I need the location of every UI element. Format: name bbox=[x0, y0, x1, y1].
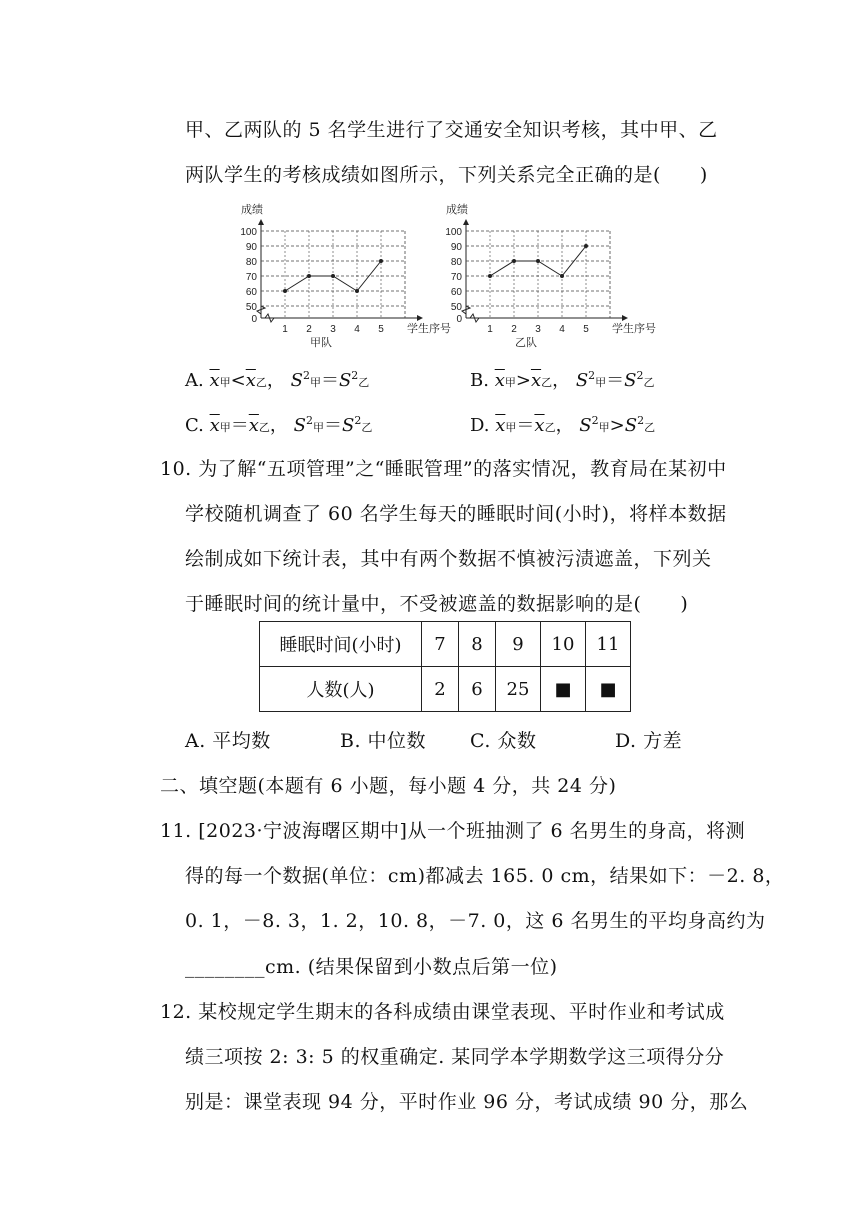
data-point bbox=[307, 274, 311, 278]
sub-jia: 甲 bbox=[309, 376, 321, 389]
x-axis-label: 学生序号 bbox=[612, 323, 656, 335]
sup-2: 2 bbox=[351, 369, 359, 382]
sub-jia: 甲 bbox=[598, 421, 610, 434]
separator: ， bbox=[269, 415, 288, 436]
q9-line-2: 两队学生的考核成绩如图所示，下列关系完全正确的是( ) bbox=[185, 164, 708, 186]
variance-s: S bbox=[624, 415, 638, 436]
sup-2: 2 bbox=[302, 369, 310, 382]
relation-1: ＝ bbox=[230, 415, 249, 436]
table-header-cell: 睡眠时间(小时) bbox=[260, 622, 422, 667]
separator: ， bbox=[555, 415, 574, 436]
relation-1: ＝ bbox=[516, 415, 535, 436]
data-point bbox=[536, 259, 540, 263]
x-bar: $\overline{x}$ bbox=[248, 415, 259, 436]
relation-1: < bbox=[230, 370, 246, 391]
y-axis-label: 成绩 bbox=[241, 204, 263, 216]
sub-yi: 乙 bbox=[643, 376, 655, 389]
sub-jia: 甲 bbox=[505, 421, 517, 434]
sub-yi: 乙 bbox=[361, 421, 373, 434]
table-cell: 2 bbox=[422, 667, 459, 712]
table-cell: 9 bbox=[496, 622, 541, 667]
table-cell-covered: ■ bbox=[586, 667, 631, 712]
data-point bbox=[488, 274, 492, 278]
variance-s: S bbox=[624, 370, 637, 391]
y-tick-label: 80 bbox=[450, 257, 462, 268]
option-letter: B. bbox=[470, 370, 489, 391]
sub-jia: 甲 bbox=[595, 376, 607, 389]
x-bar: $\overline{x}$ bbox=[494, 370, 505, 391]
q12-line-3: 别是：课堂表现 94 分，平时作业 96 分，考试成绩 90 分，那么 bbox=[185, 1091, 749, 1113]
y-tick-label: 0 bbox=[251, 314, 257, 325]
q11-line-1: 11. [2023·宁波海曙区期中]从一个班抽测了 6 名男生的身高，将测 bbox=[160, 820, 746, 842]
y-tick-label: 70 bbox=[245, 272, 257, 283]
y-axis-arrow bbox=[463, 219, 469, 225]
option-letter: C. bbox=[185, 415, 204, 436]
data-point bbox=[331, 274, 335, 278]
x-bar: $\overline{x}$ bbox=[245, 370, 256, 391]
chart-jia bbox=[225, 198, 451, 349]
separator: ， bbox=[266, 370, 285, 391]
q11-line-2: 得的每一个数据(单位：cm)都减去 165. 0 cm，结果如下：－2. 8， bbox=[185, 865, 785, 887]
q12-line-1: 12. 某校规定学生期末的各科成绩由课堂表现、平时作业和考试成 bbox=[160, 1001, 725, 1023]
x-tick-label: 5 bbox=[378, 324, 384, 335]
variance-s: S bbox=[290, 370, 303, 391]
x-bar: $\overline{x}$ bbox=[209, 415, 220, 436]
q9-line-1: 甲、乙两队的 5 名学生进行了交通安全知识考核，其中甲、乙 bbox=[185, 119, 718, 141]
y-tick-label: 50 bbox=[245, 302, 257, 313]
y-tick-label: 80 bbox=[245, 257, 257, 268]
x-tick-label: 1 bbox=[487, 324, 493, 335]
y-tick-label: 60 bbox=[245, 287, 257, 298]
relation-2: ＝ bbox=[320, 370, 339, 391]
data-point bbox=[283, 289, 287, 293]
q10-option-d[interactable]: D. 方差 bbox=[615, 730, 683, 752]
sub-yi: 乙 bbox=[258, 421, 270, 434]
variance-s: S bbox=[293, 415, 306, 436]
relation-2: ＝ bbox=[323, 415, 342, 436]
x-bar: $\overline{x}$ bbox=[530, 370, 542, 391]
sub-yi: 乙 bbox=[544, 421, 556, 434]
variance-s: S bbox=[579, 415, 592, 436]
x-tick-label: 5 bbox=[583, 324, 589, 335]
sup-2: 2 bbox=[305, 414, 313, 427]
x-tick-label: 1 bbox=[282, 324, 288, 335]
sub-yi: 乙 bbox=[644, 421, 656, 434]
x-tick-label: 4 bbox=[559, 324, 565, 335]
table-cell: 10 bbox=[541, 622, 586, 667]
sup-2: 2 bbox=[591, 414, 599, 427]
sub-jia: 甲 bbox=[219, 421, 231, 434]
variance-s: S bbox=[338, 370, 352, 391]
y-tick-label: 50 bbox=[450, 302, 462, 313]
data-point bbox=[512, 259, 516, 263]
x-bar: $\overline{x}$ bbox=[495, 415, 506, 436]
x-tick-label: 4 bbox=[354, 324, 360, 335]
data-point bbox=[379, 259, 383, 263]
data-point bbox=[560, 274, 564, 278]
y-tick-label: 100 bbox=[445, 227, 462, 238]
sub-jia: 甲 bbox=[312, 421, 324, 434]
q9-option-c[interactable] bbox=[185, 411, 372, 437]
sup-2: 2 bbox=[636, 369, 644, 382]
x-tick-label: 3 bbox=[330, 324, 336, 335]
sub-yi: 乙 bbox=[541, 376, 553, 389]
x-axis-label: 学生序号 bbox=[407, 323, 451, 335]
sup-2: 2 bbox=[588, 369, 596, 382]
q9-option-a[interactable] bbox=[185, 366, 369, 392]
sup-2: 2 bbox=[354, 414, 362, 427]
relation-2: > bbox=[609, 415, 625, 436]
y-tick-label: 70 bbox=[450, 272, 462, 283]
chart-team-label: 乙队 bbox=[515, 337, 537, 349]
x-axis-arrow bbox=[622, 315, 628, 321]
q10-line-4: 于睡眠时间的统计量中，不受被遮盖的数据影响的是( ) bbox=[185, 593, 689, 615]
q10-line-3: 绘制成如下统计表，其中有两个数据不慎被污渍遮盖，下列关 bbox=[185, 548, 712, 570]
table-cell: 11 bbox=[586, 622, 631, 667]
q10-option-c[interactable]: C. 众数 bbox=[470, 730, 537, 752]
y-tick-label: 60 bbox=[450, 287, 462, 298]
q10-option-b[interactable]: B. 中位数 bbox=[340, 730, 427, 752]
relation-2: ＝ bbox=[606, 370, 625, 391]
sup-2: 2 bbox=[637, 414, 645, 427]
q10-line-2: 学校随机调查了 60 名学生每天的睡眠时间(小时)，将样本数据 bbox=[185, 503, 727, 525]
q11-line-3: 0. 1，－8. 3，1. 2，10. 8，－7. 0，这 6 名男生的平均身高约为 bbox=[185, 910, 766, 932]
table-header-cell: 人数(人) bbox=[260, 667, 422, 712]
x-axis-arrow bbox=[417, 315, 423, 321]
table-cell-covered: ■ bbox=[541, 667, 586, 712]
y-tick-label: 100 bbox=[240, 227, 257, 238]
table-cell: 7 bbox=[422, 622, 459, 667]
option-letter: D. bbox=[470, 415, 490, 436]
q12-line-2: 绩三项按 2: 3: 5 的权重确定. 某同学本学期数学这三项得分分 bbox=[185, 1046, 725, 1068]
variance-s: S bbox=[575, 370, 589, 391]
table-cell: 25 bbox=[496, 667, 541, 712]
x-tick-label: 2 bbox=[511, 324, 517, 335]
option-letter: A. bbox=[185, 370, 204, 391]
data-point bbox=[584, 244, 588, 248]
q9-option-b[interactable] bbox=[470, 366, 655, 392]
sub-yi: 乙 bbox=[255, 376, 267, 389]
y-tick-label: 90 bbox=[245, 242, 257, 253]
sub-jia: 甲 bbox=[219, 376, 231, 389]
x-bar: $\overline{x}$ bbox=[209, 370, 220, 391]
table-cell: 6 bbox=[459, 667, 496, 712]
x-bar: $\overline{x}$ bbox=[534, 415, 545, 436]
q10-line-1: 10. 为了解“五项管理”之“睡眠管理”的落实情况，教育局在某初中 bbox=[160, 458, 727, 480]
q11-line-4[interactable]: ________cm. (结果保留到小数点后第一位) bbox=[185, 956, 558, 978]
x-tick-label: 2 bbox=[306, 324, 312, 335]
chart-yi bbox=[430, 198, 656, 349]
variance-s: S bbox=[341, 415, 355, 436]
q9-option-d[interactable] bbox=[470, 411, 655, 437]
chart-team-label: 甲队 bbox=[310, 337, 332, 349]
x-tick-label: 3 bbox=[535, 324, 541, 335]
section-heading: 二、填空题(本题有 6 小题，每小题 4 分，共 24 分) bbox=[160, 775, 617, 797]
sub-jia: 甲 bbox=[504, 376, 516, 389]
table-cell: 8 bbox=[459, 622, 496, 667]
relation-1: > bbox=[515, 370, 531, 391]
table-row bbox=[260, 667, 631, 712]
y-axis-arrow bbox=[258, 219, 264, 225]
data-point bbox=[355, 289, 359, 293]
table-row bbox=[260, 622, 631, 667]
y-axis-label: 成绩 bbox=[446, 204, 468, 216]
q10-option-a[interactable]: A. 平均数 bbox=[185, 730, 271, 752]
separator: ， bbox=[552, 370, 571, 391]
y-tick-label: 90 bbox=[450, 242, 462, 253]
sleep-table bbox=[259, 621, 631, 712]
sub-yi: 乙 bbox=[358, 376, 370, 389]
y-tick-label: 0 bbox=[456, 314, 462, 325]
